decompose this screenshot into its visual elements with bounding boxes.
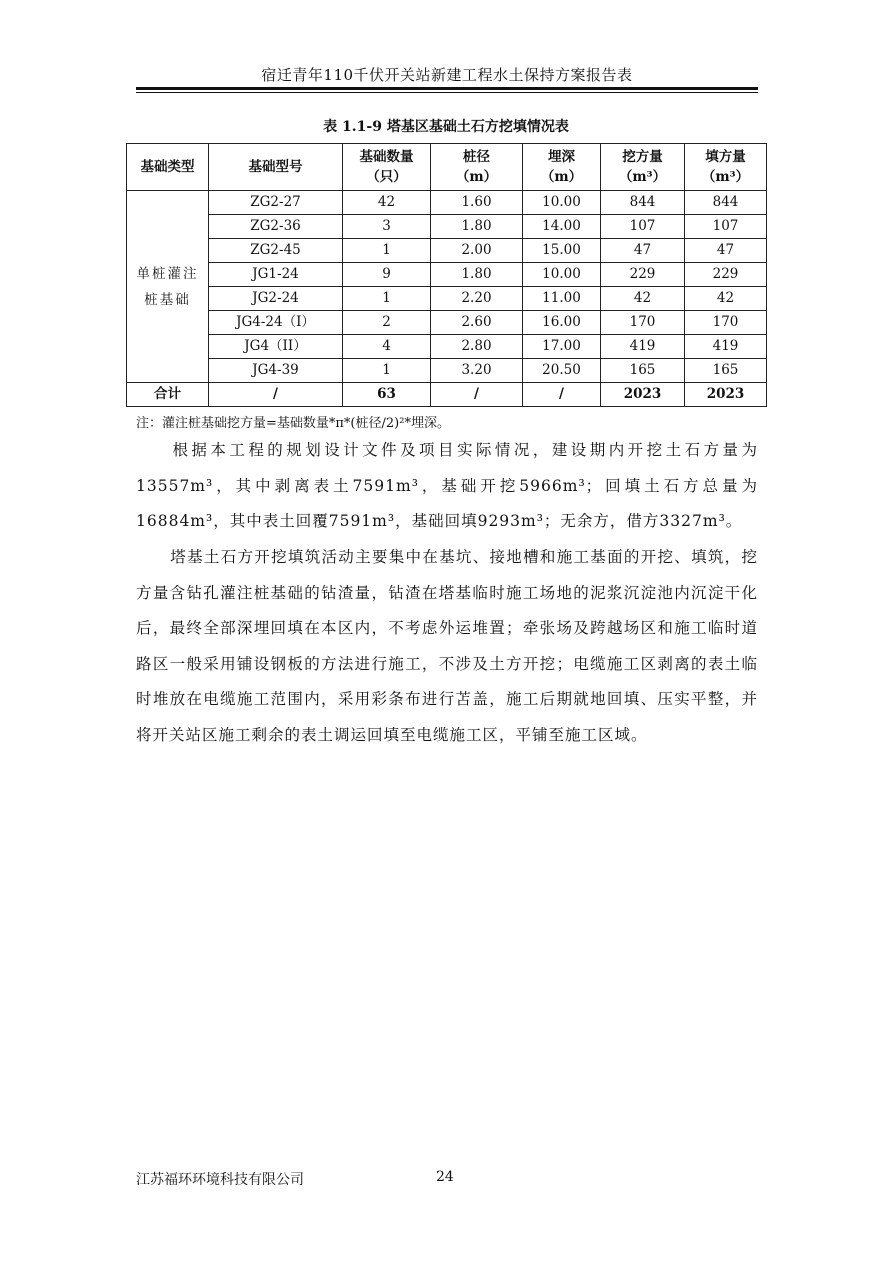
cell-fill: 229 <box>685 263 767 287</box>
table-row <box>127 239 767 263</box>
foundation-type-cell: 单桩灌注 桩基础 <box>127 191 209 383</box>
cell-depth: 20.50 <box>523 359 601 383</box>
col-header-excavation: 挖方量 （m³） <box>601 144 685 191</box>
cell-fill: 107 <box>685 215 767 239</box>
cell-excavation: 42 <box>601 287 685 311</box>
cell-diameter: 2.00 <box>431 239 523 263</box>
col-header-diameter: 桩径 （m） <box>431 144 523 191</box>
cell-depth: 15.00 <box>523 239 601 263</box>
cell-diameter: 2.60 <box>431 311 523 335</box>
table-row <box>127 287 767 311</box>
cell-excavation: 107 <box>601 215 685 239</box>
total-depth: / <box>523 383 601 407</box>
cell-diameter: 2.80 <box>431 335 523 359</box>
col-header-model: 基础型号 <box>209 144 343 191</box>
cell-excavation: 170 <box>601 311 685 335</box>
table-row <box>127 191 767 215</box>
cell-count: 42 <box>343 191 431 215</box>
table-note: 注：灌注桩基础挖方量=基础数量*π*(桩径/2)²*埋深。 <box>136 416 450 431</box>
cell-model: JG4-39 <box>209 359 343 383</box>
cell-excavation: 844 <box>601 191 685 215</box>
cell-count: 1 <box>343 359 431 383</box>
earthwork-table <box>126 143 767 407</box>
cell-fill: 170 <box>685 311 767 335</box>
cell-model: ZG2-45 <box>209 239 343 263</box>
col-header-fill: 填方量 （m³） <box>685 144 767 191</box>
cell-model: JG4-24（I） <box>209 311 343 335</box>
table-row <box>127 335 767 359</box>
table-row <box>127 359 767 383</box>
cell-count: 1 <box>343 287 431 311</box>
table-row <box>127 215 767 239</box>
table-total-row <box>127 383 767 407</box>
cell-diameter: 1.80 <box>431 263 523 287</box>
cell-model: JG1-24 <box>209 263 343 287</box>
page-header-title: 宿迁青年110千伏开关站新建工程水土保持方案报告表 <box>261 66 633 84</box>
cell-count: 4 <box>343 335 431 359</box>
paragraph-earthwork-activity <box>136 540 758 753</box>
paragraph-text: 根据本工程的规划设计文件及项目实际情况，建设期内开挖土石方量为13557m³，其中剥离表土7591m³，基础开挖5966m³；回填土石方总量为16884m³，其中表土回覆7591m³，基础回填9293m³；无余方，借方3327m³。 <box>136 441 758 530</box>
cell-depth: 11.00 <box>523 287 601 311</box>
header-rule-thin <box>136 92 758 93</box>
table-title: 表 1.1-9 塔基区基础土石方挖填情况表 <box>323 119 569 135</box>
cell-depth: 10.00 <box>523 191 601 215</box>
paragraph-text: 塔基土石方开挖填筑活动主要集中在基坑、接地槽和施工基面的开挖、填筑，挖方量含钻孔灌注桩基础的钻渣量，钻渣在塔基临时施工场地的泥浆沉淀池内沉淀干化后，最终全部深埋回填在本区内，不考虑外运堆置；牵张场及跨越场区和施工临时道路区一般采用铺设钢板的方法进行施工，不涉及土方开挖；电缆施工区剥离的表土临时堆放在电缆施工范围内，采用彩条布进行苫盖，施工后期就地回填、压实平整，并将开关站区施工剩余的表土调运回填至电缆施工区，平铺至施工区域。 <box>136 548 758 744</box>
cell-fill: 165 <box>685 359 767 383</box>
col-header-depth: 埋深 （m） <box>523 144 601 191</box>
cell-fill: 419 <box>685 335 767 359</box>
cell-depth: 14.00 <box>523 215 601 239</box>
col-header-count: 基础数量 （只） <box>343 144 431 191</box>
cell-diameter: 3.20 <box>431 359 523 383</box>
table-header-row <box>127 144 767 191</box>
cell-count: 3 <box>343 215 431 239</box>
cell-diameter: 1.80 <box>431 215 523 239</box>
cell-model: ZG2-36 <box>209 215 343 239</box>
cell-fill: 42 <box>685 287 767 311</box>
total-excavation: 2023 <box>601 383 685 407</box>
cell-depth: 17.00 <box>523 335 601 359</box>
page-number: 24 <box>436 1169 454 1185</box>
cell-depth: 10.00 <box>523 263 601 287</box>
cell-model: ZG2-27 <box>209 191 343 215</box>
cell-model: JG4（II） <box>209 335 343 359</box>
cell-diameter: 1.60 <box>431 191 523 215</box>
cell-count: 1 <box>343 239 431 263</box>
cell-fill: 844 <box>685 191 767 215</box>
cell-excavation: 47 <box>601 239 685 263</box>
cell-depth: 16.00 <box>523 311 601 335</box>
cell-excavation: 165 <box>601 359 685 383</box>
total-diameter: / <box>431 383 523 407</box>
cell-model: JG2-24 <box>209 287 343 311</box>
header-rule-thick <box>136 87 758 90</box>
total-model: / <box>209 383 343 407</box>
paragraph-earthwork-summary <box>136 433 758 540</box>
cell-fill: 47 <box>685 239 767 263</box>
total-count: 63 <box>343 383 431 407</box>
col-header-type: 基础类型 <box>127 144 209 191</box>
cell-count: 9 <box>343 263 431 287</box>
total-label: 合计 <box>127 383 209 407</box>
cell-excavation: 419 <box>601 335 685 359</box>
table-row <box>127 311 767 335</box>
table-row <box>127 263 767 287</box>
cell-diameter: 2.20 <box>431 287 523 311</box>
cell-count: 2 <box>343 311 431 335</box>
cell-excavation: 229 <box>601 263 685 287</box>
total-fill: 2023 <box>685 383 767 407</box>
footer-company: 江苏福环环境科技有限公司 <box>136 1172 304 1188</box>
